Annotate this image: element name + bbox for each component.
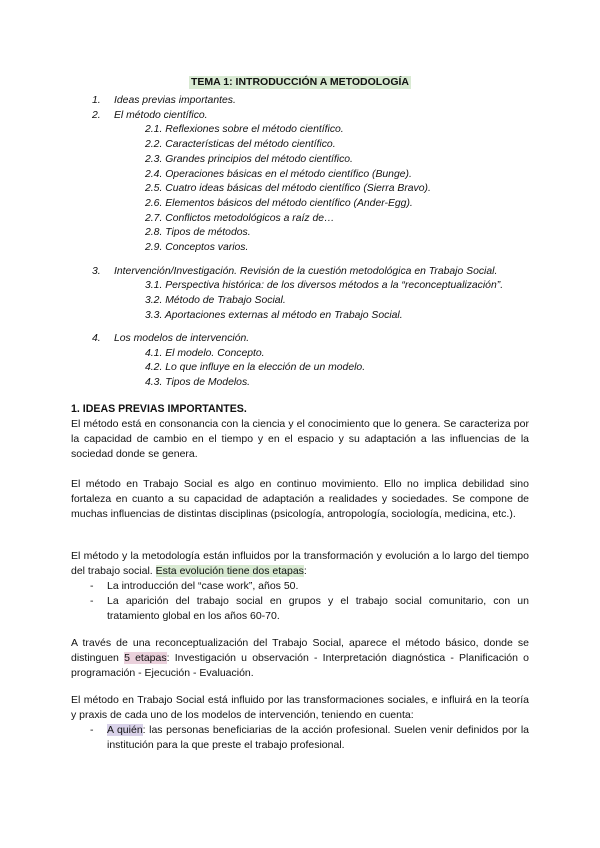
toc-subitem: 4.1. El modelo. Concepto.	[145, 347, 265, 359]
dash-bullet: -	[90, 724, 94, 737]
list-item	[71, 594, 529, 624]
paragraph: El método en Trabajo Social es algo en continuo movimiento. Ello no implica debilidad sino fortaleza en cuanto a su capacidad de adaptación a realidades y sociedades. Se compone de muchas influencias de distintas disciplinas (psicología, antropología, sociología, medicina, etc.).	[71, 478, 529, 521]
list-item-text: La introducción del “case work”, años 50.	[107, 580, 299, 593]
dash-bullet: -	[90, 595, 94, 608]
paragraph-block	[71, 549, 529, 624]
paragraph: El método está en consonancia con la ciencia y el conocimiento que lo genera. Se caracteriza por la capacidad de cambio en el tiempo y en el espacio y su adaptación a las influencias de la sociedad donde se genera.	[71, 418, 529, 461]
toc-subitem: 2.6. Elementos básicos del método científico (Ander-Egg).	[145, 197, 413, 209]
toc-item-3	[92, 265, 497, 278]
toc-item-number: 3.	[92, 265, 101, 277]
toc-item-1	[92, 94, 236, 107]
toc-item-number: 1.	[92, 95, 101, 106]
toc-subitem: 4.3. Tipos de Modelos.	[145, 377, 251, 389]
dash-list	[71, 579, 529, 624]
paragraph-text: : Investigación u observación - Interpretación diagnóstica - Planificación o programación - Ejecución - Evaluación.	[71, 652, 529, 680]
toc-subitem: 2.7. Conflictos metodológicos a raíz de…	[145, 212, 335, 224]
section-1	[71, 402, 529, 462]
toc-subitem: 3.3. Aportaciones externas al método en Trabajo Social.	[145, 309, 403, 321]
highlight-green: Esta evolución tiene dos etapas	[155, 565, 304, 578]
paragraph-text: :	[303, 565, 307, 578]
paragraph-text: A través de una reconceptualización del Trabajo Social, aparece el método básico, donde se distinguen	[71, 637, 529, 665]
dash-list	[71, 723, 529, 753]
toc-subitem: 2.1. Reflexiones sobre el método científico.	[145, 124, 344, 136]
paragraph-block	[71, 477, 529, 522]
toc-item-4	[92, 332, 249, 345]
toc-subitem: 2.4. Operaciones básicas en el método científico (Bunge).	[145, 168, 412, 180]
toc-subitem: 2.9. Conceptos varios.	[145, 242, 249, 253]
dash-bullet: -	[90, 580, 94, 593]
list-item	[71, 579, 529, 594]
list-item-text: : las personas beneficiarias de la acción profesional. Suelen venir definidos por la institución para la que preste el trabajo profesional.	[107, 724, 529, 752]
toc-item-text: El método científico.	[114, 109, 208, 121]
document-title: TEMA 1: INTRODUCCIÓN A METODOLOGÍA	[191, 76, 409, 88]
paragraph	[71, 549, 529, 579]
highlight-pink: 5 etapas	[124, 652, 167, 665]
toc-subitem: 3.2. Método de Trabajo Social.	[145, 294, 286, 306]
list-item-text: La aparición del trabajo social en grupos y el trabajo social comunitario, con un tratamiento global en los años 60-70.	[107, 595, 529, 623]
toc-item-text: Intervención/Investigación. Revisión de la cuestión metodológica en Trabajo Social.	[114, 265, 498, 277]
toc-item-number: 2.	[92, 109, 101, 121]
toc-item-text: Los modelos de intervención.	[114, 333, 250, 344]
title-wrap	[0, 72, 600, 90]
paragraph-block	[71, 636, 529, 681]
toc-item-number: 4.	[92, 333, 101, 344]
highlight-purple: A quién	[107, 724, 143, 737]
paragraph	[71, 636, 529, 681]
paragraph-text: El método y la metodología están influidos por la transformación y evolución a lo largo del tiempo del trabajo social.	[71, 550, 529, 578]
toc-item-text: Ideas previas importantes.	[114, 95, 236, 106]
toc-subitem: 2.8. Tipos de métodos.	[145, 227, 251, 239]
paragraph: El método en Trabajo Social está influido por las transformaciones sociales, e influirá en la teoría y praxis de cada uno de los modelos de intervención, teniendo en cuenta:	[71, 694, 529, 722]
toc-subitem: 2.2. Características del método científico.	[145, 139, 336, 151]
toc-subitem: 2.3. Grandes principios del método científico.	[145, 153, 353, 165]
paragraph-block	[71, 693, 529, 753]
toc-item-2	[92, 109, 208, 122]
toc-subitem: 4.2. Lo que influye en la elección de un modelo.	[145, 362, 366, 374]
toc-subitem: 3.1. Perspectiva histórica: de los diversos métodos a la “reconceptualización”.	[145, 280, 504, 292]
toc-subitem: 2.5. Cuatro ideas básicas del método científico (Sierra Bravo).	[145, 183, 431, 195]
section-heading: 1. IDEAS PREVIAS IMPORTANTES.	[71, 403, 247, 415]
list-item	[71, 723, 529, 753]
